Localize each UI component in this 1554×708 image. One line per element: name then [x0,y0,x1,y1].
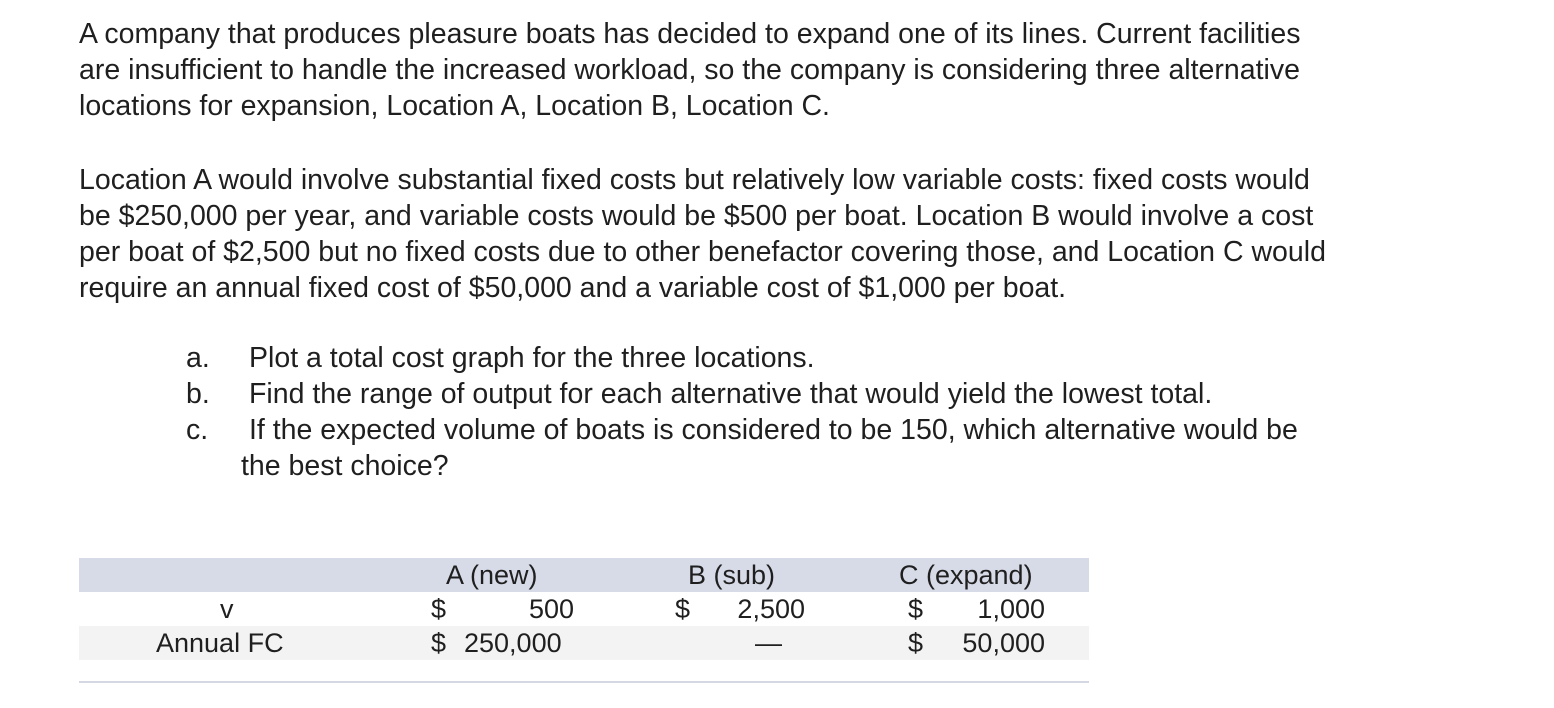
question-text: Plot a total cost graph for the three locations. [249,342,815,374]
header-b: B (sub) [688,560,776,590]
empty-value-dash: — [755,628,782,658]
header-c: C (expand) [899,560,1033,590]
intro-line: locations for expansion, Location A, Location B, Location C. [79,90,830,122]
question-text: Find the range of output for each alternative that would yield the lowest total. [249,378,1213,410]
header-a: A (new) [446,560,538,590]
row-label: Annual FC [156,628,284,658]
cell-value: 500 [528,594,574,624]
currency-symbol: $ [908,628,924,658]
question-text: If the expected volume of boats is considered to be 150, which alternative would be [249,414,1298,446]
currency-symbol: $ [908,594,924,624]
cost-table [79,558,1089,660]
question-marker: c. [186,414,209,446]
intro-line: are insufficient to handle the increased workload, so the company is considering three alternative [79,54,1300,86]
intro-line: A company that produces pleasure boats has decided to expand one of its lines. Current facilities [79,18,1301,50]
table-bottom-rule [79,681,1089,683]
question-marker: b. [186,378,210,410]
cost-line: require an annual fixed cost of $50,000 and a variable cost of $1,000 per boat. [79,272,1067,304]
question-continuation-text: the best choice? [241,450,449,482]
cost-line: be $250,000 per year, and variable costs would be $500 per boat. Location B would involve a cost [79,200,1314,232]
cell-value: 2,500 [737,594,805,624]
cost-line: per boat of $2,500 but no fixed costs due to other benefactor covering those, and Location C would [79,236,1326,268]
question-marker: a. [186,342,210,374]
cell-value: 50,000 [962,628,1045,658]
table-row [79,592,1089,626]
currency-symbol: $ [431,594,447,624]
cost-paragraph [79,162,1479,306]
row-label: v [220,594,234,624]
intro-paragraph [79,16,1479,124]
table-header-row [79,558,1089,592]
table-row [79,626,1089,660]
cell-value: 250,000 [464,628,562,658]
currency-symbol: $ [675,594,691,624]
cell-value: 1,000 [977,594,1045,624]
currency-symbol: $ [431,628,447,658]
cost-line: Location A would involve substantial fixed costs but relatively low variable costs: fixed costs would [79,164,1310,196]
